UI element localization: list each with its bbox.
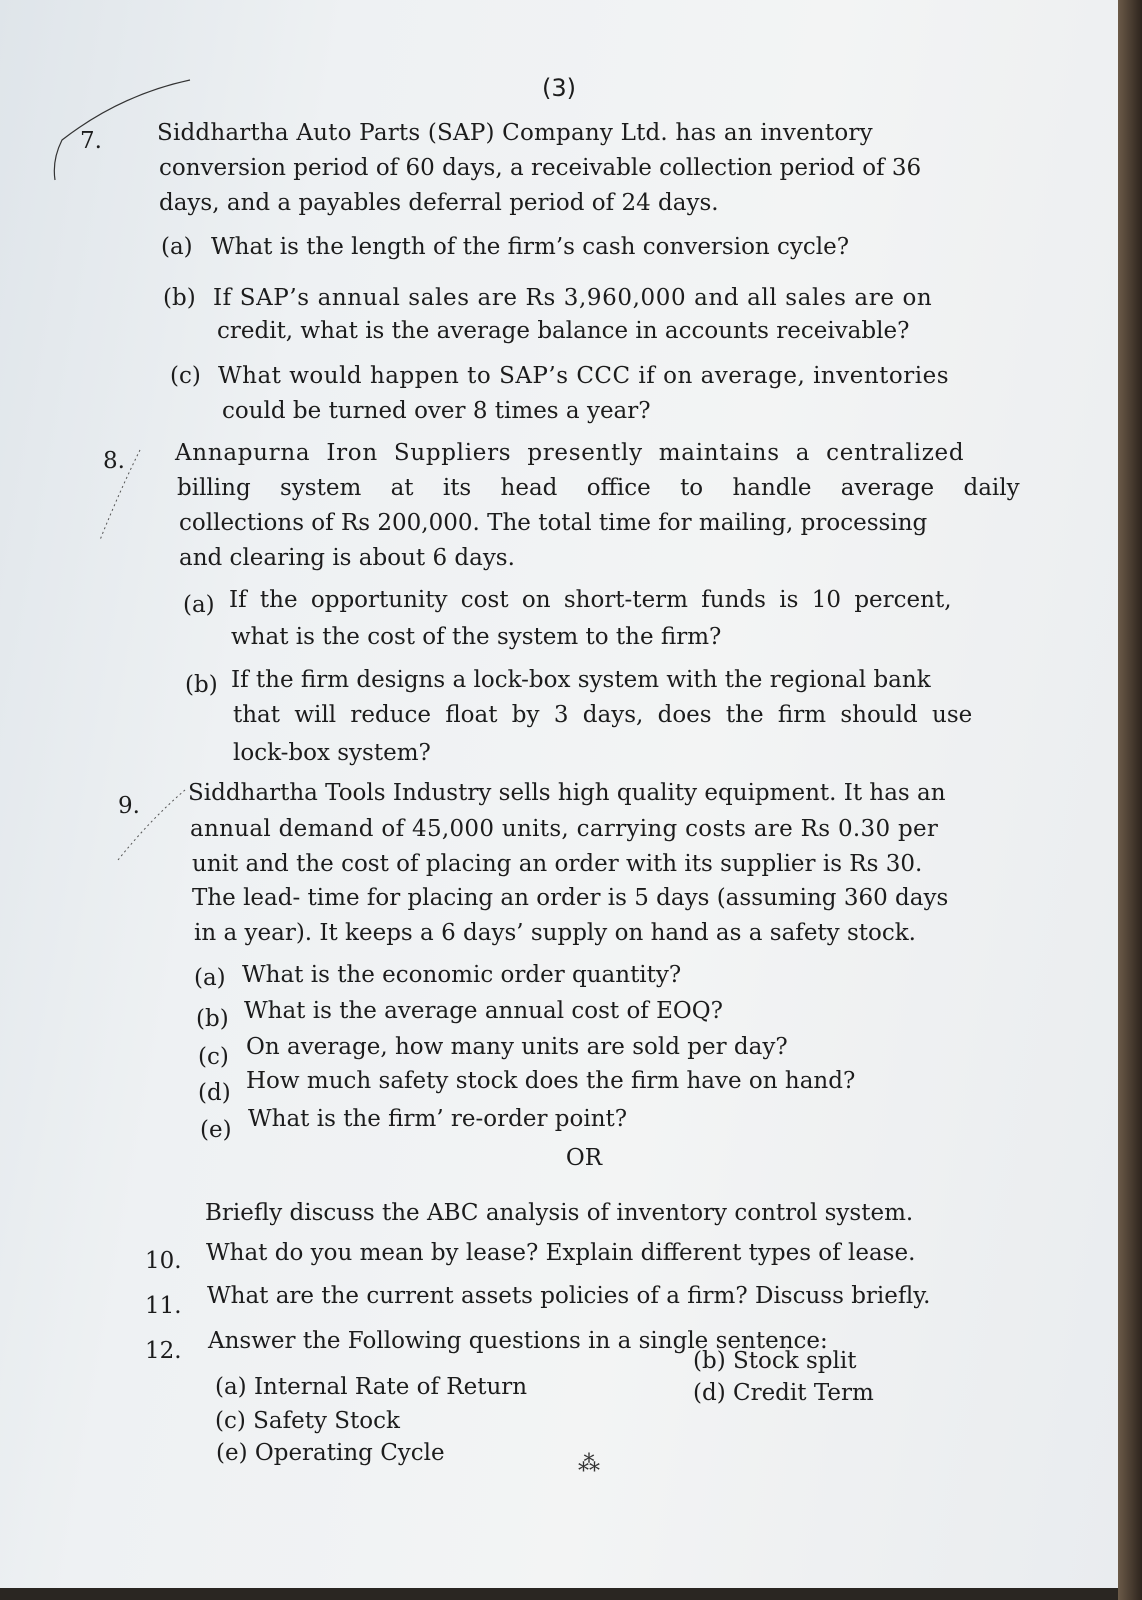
question-8b-line-3: lock-box system?: [233, 740, 431, 766]
question-8b-line-2: that will reduce float by 3 days, does the firm should use: [233, 702, 973, 728]
question-7c-line-1: What would happen to SAP’s CCC if on average, inventories: [218, 363, 950, 389]
question-9e-text: What is the firm’ re-order point?: [248, 1106, 628, 1132]
question-10-number: 10.: [145, 1248, 182, 1274]
question-12-number: 12.: [145, 1338, 182, 1364]
question-9b-text: What is the average annual cost of EOQ?: [244, 998, 723, 1024]
question-9d-text: How much safety stock does the firm have on hand?: [246, 1068, 856, 1094]
question-9c-label: (c): [198, 1044, 229, 1070]
question-9-line-1: Siddhartha Tools Industry sells high quality equipment. It has an: [188, 780, 946, 806]
question-7c-label: (c): [170, 363, 201, 389]
question-8b-line-1: If the firm designs a lock-box system with the regional bank: [231, 667, 931, 693]
question-12c: (c) Safety Stock: [215, 1408, 400, 1434]
or-separator: OR: [565, 1145, 603, 1171]
question-9e-label: (e): [200, 1117, 232, 1143]
question-9d-label: (d): [198, 1080, 231, 1106]
question-12-text: Answer the Following questions in a single sentence:: [208, 1328, 828, 1354]
question-8-line-4: and clearing is about 6 days.: [179, 545, 515, 571]
question-8a-line-1: If the opportunity cost on short-term funds is 10 percent,: [229, 587, 952, 613]
question-9-line-5: in a year). It keeps a 6 days’ supply on hand as a safety stock.: [194, 920, 916, 946]
question-9c-text: On average, how many units are sold per day?: [246, 1034, 788, 1060]
end-mark: ⁂: [578, 1452, 600, 1477]
paper-edge: [1118, 0, 1142, 1600]
question-9b-label: (b): [196, 1006, 229, 1032]
question-9-line-2: annual demand of 45,000 units, carrying costs are Rs 0.30 per: [190, 816, 939, 842]
page-number: (3): [542, 74, 576, 102]
question-8a-line-2: what is the cost of the system to the firm?: [231, 624, 722, 650]
question-7a-text: What is the length of the firm’s cash conversion cycle?: [211, 234, 850, 260]
question-9-line-3: unit and the cost of placing an order with its supplier is Rs 30.: [192, 851, 923, 877]
question-7a-label: (a): [161, 234, 193, 260]
question-10-text: What do you mean by lease? Explain different types of lease.: [206, 1240, 916, 1266]
question-11-text: What are the current assets policies of a firm? Discuss briefly.: [207, 1283, 931, 1309]
question-8-line-3: collections of Rs 200,000. The total time for mailing, processing: [179, 510, 928, 536]
question-7-line-1: Siddhartha Auto Parts (SAP) Company Ltd. has an inventory: [157, 120, 873, 146]
question-9a-label: (a): [194, 965, 226, 991]
question-9-alternative: Briefly discuss the ABC analysis of inventory control system.: [205, 1200, 914, 1226]
question-12b: (b) Stock split: [693, 1348, 857, 1374]
question-7-number: 7.: [80, 128, 102, 154]
question-9a-text: What is the economic order quantity?: [242, 962, 682, 988]
question-8-number: 8.: [103, 448, 125, 474]
question-7c-line-2: could be turned over 8 times a year?: [222, 398, 651, 424]
question-9-number: 9.: [118, 793, 140, 819]
question-7-line-3: days, and a payables deferral period of 24 days.: [159, 190, 719, 216]
question-8b-label: (b): [185, 672, 218, 698]
question-8-line-1: Annapurna Iron Suppliers presently maintains a centralized: [175, 440, 965, 466]
question-7b-line-2: credit, what is the average balance in accounts receivable?: [217, 318, 910, 344]
question-9-line-4: The lead- time for placing an order is 5 days (assuming 360 days: [192, 885, 949, 911]
question-7b-line-1: If SAP’s annual sales are Rs 3,960,000 and all sales are on: [213, 285, 933, 311]
question-7b-label: (b): [163, 285, 196, 311]
question-7-line-2: conversion period of 60 days, a receivable collection period of 36: [159, 155, 922, 181]
question-12e: (e) Operating Cycle: [216, 1440, 445, 1466]
question-11-number: 11.: [145, 1293, 182, 1319]
question-8a-label: (a): [183, 592, 215, 618]
question-12a: (a) Internal Rate of Return: [215, 1374, 528, 1400]
question-12d: (d) Credit Term: [693, 1380, 874, 1406]
question-8-line-2: billing system at its head office to handle average daily: [177, 475, 1020, 501]
